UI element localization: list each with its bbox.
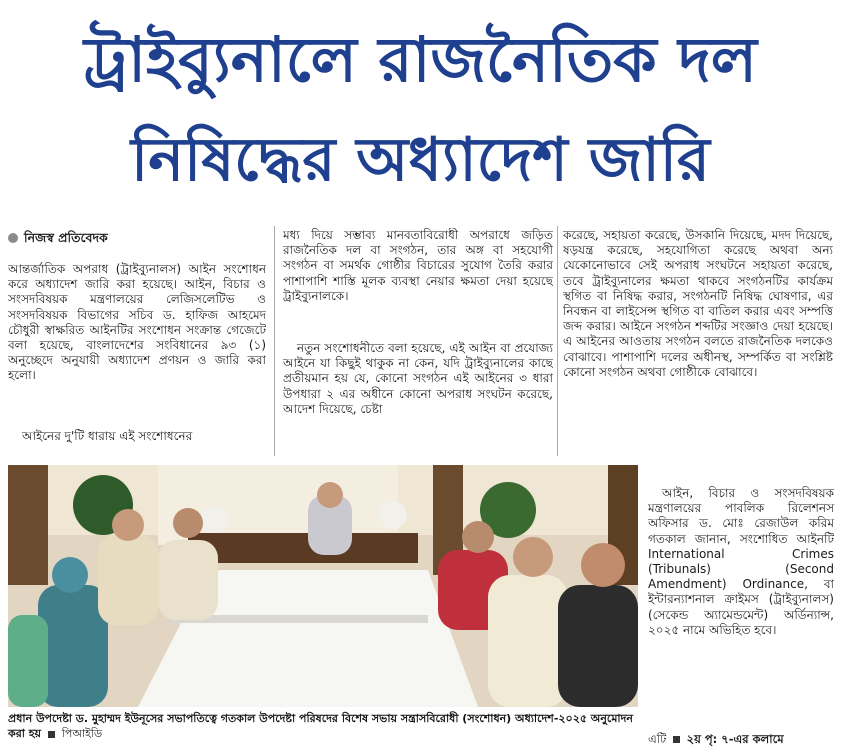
square-bullet-icon bbox=[48, 731, 55, 738]
continued-reference bbox=[648, 732, 834, 747]
square-bullet-icon bbox=[673, 736, 680, 743]
photo-caption bbox=[8, 711, 638, 741]
article-column-2 bbox=[283, 228, 553, 453]
column-divider bbox=[557, 226, 558, 456]
headline-line-2: নিষিদ্ধের অধ্যাদেশ জারি bbox=[131, 125, 710, 195]
headline-line-1: ট্রাইব্যুনালে রাজনৈতিক দল bbox=[83, 23, 757, 96]
paragraph-6: আইন, বিচার ও সংসদবিষয়ক মন্ত্রণালয়ের পাবলিক রিলেশনস অফিসার ড. মোঃ রেজাউল করিম গতকাল জানান, সংশোধিত আইনটি International Crimes (Tribunals) (Second Amendment) Ordinance, বা ইন্টারন্যাশনাল ক্রাইমস (ট্রাইব্যুনালস) (সেকেন্ড অ্যামেন্ডমেন্ট) অর্ডিন্যান্স, ২০২৫ নামে অভিহিত হবে। bbox=[648, 486, 834, 637]
article-column-3 bbox=[563, 228, 833, 472]
paragraph-1: আন্তর্জাতিক অপরাধ (ট্রাইব্যুনালস) আইন সংশোধন করে অধ্যাদেশ জারি করা হয়েছে। আইন, বিচার ও সংসদবিষয়ক মন্ত্রণালয়ের লেজিসলেটিভ ও সংসদবিষয়ক বিভাগের সচিব ড. হাফিজ আহমেদ চৌধুরী স্বাক্ষরিত আইনটির সংশোধন সংক্রান্ত গেজেটে বলা হয়েছে, বাংলাদেশের সংবিধানের ৯৩ (১) অনুচ্ছেদে অনুযায়ী অধ্যাদেশ প্রণয়ন ও জারি করা হলো। bbox=[8, 262, 266, 383]
article-column-1 bbox=[8, 228, 266, 445]
continued-text: ২য় পৃ: ৭-এর কলামে bbox=[686, 732, 784, 746]
continued-prefix: এটি bbox=[648, 732, 667, 746]
bullet-icon bbox=[8, 233, 18, 243]
paragraph-5: করেছে, সহায়তা করেছে, উসকানি দিয়েছে, মদদ দিয়েছে, ষড়যন্ত্র করেছে, সহযোগিতা করেছে অথবা অন্য যেকোনোভাবে সেই অপরাধ সংঘটনে সহায়তা করেছে, তবে ট্রাইব্যুনালের ক্ষমতা থাকবে সংগঠনটির কার্যক্রম স্থগিত বা নিষিদ্ধ করার, সংগঠনটি নিষিদ্ধ ঘোষণার, এর নিবন্ধন বা লাইসেন্স স্থগিত বা বাতিল করার এবং সম্পত্তি জব্দ করার। আইনে সংগঠন শব্দটির সংজ্ঞাও দেয়া হয়েছে। এ আইনের আওতায় সংগঠন বলতে রাজনৈতিক দলকেও বোঝাবে। পাশাপাশি দলের অধীনস্থ, সম্পর্কিত বা সংশ্লিষ্ট কোনো সংগঠন অথবা গোষ্ঠীকে বোঝাবে। bbox=[563, 228, 833, 379]
meeting-photo bbox=[8, 465, 638, 707]
column-divider bbox=[274, 226, 275, 456]
paragraph-3: মধ্য দিয়ে সম্ভাব্য মানবতাবিরোধী অপরাধে জড়িত রাজনৈতিক দল বা সংগঠন, তার অঙ্গ বা সহযোগী সংগঠন বা সমর্থক গোষ্ঠীর বিচারের সুযোগ তৈরি করার পাশাপাশি শাস্তি মূলক ব্যবস্থা নেয়ার ক্ষমতা দেয়া হয়েছে ট্রাইব্যুনালকে। bbox=[283, 228, 553, 303]
photo-caption-text: প্রধান উপদেষ্টা ড. মুহাম্মদ ইউনূসের সভাপতিত্বে গতকাল উপদেষ্টা পরিষদের বিশেষ সভায় সন্ত্রাসবিরোধী (সংশোধন) অধ্যাদেশ-২০২৫ অনুমোদন করা হয় bbox=[8, 712, 633, 740]
meeting-photo-illustration bbox=[8, 465, 638, 707]
byline bbox=[8, 228, 266, 248]
paragraph-2: আইনের দু'টি ধারায় এই সংশোধনের bbox=[22, 429, 193, 443]
article-column-3-continued bbox=[648, 486, 834, 638]
paragraph-4: নতুন সংশোধনীতে বলা হয়েছে, এই আইন বা প্রযোজ্য আইনে যা কিছুই থাকুক না কেন, যদি ট্রাইব্যুনালের কাছে প্রতীয়মান হয় যে, কোনো সংগঠন এই আইনের ৩ ধারা উপধারা ২ এর অধীনে কোনো অপরাধ সংঘটন করেছে, আদেশ দিয়েছে, চেষ্টা bbox=[283, 341, 553, 416]
byline-text: নিজস্ব প্রতিবেদক bbox=[24, 230, 108, 246]
photo-credit: পিআইডি bbox=[61, 727, 103, 740]
